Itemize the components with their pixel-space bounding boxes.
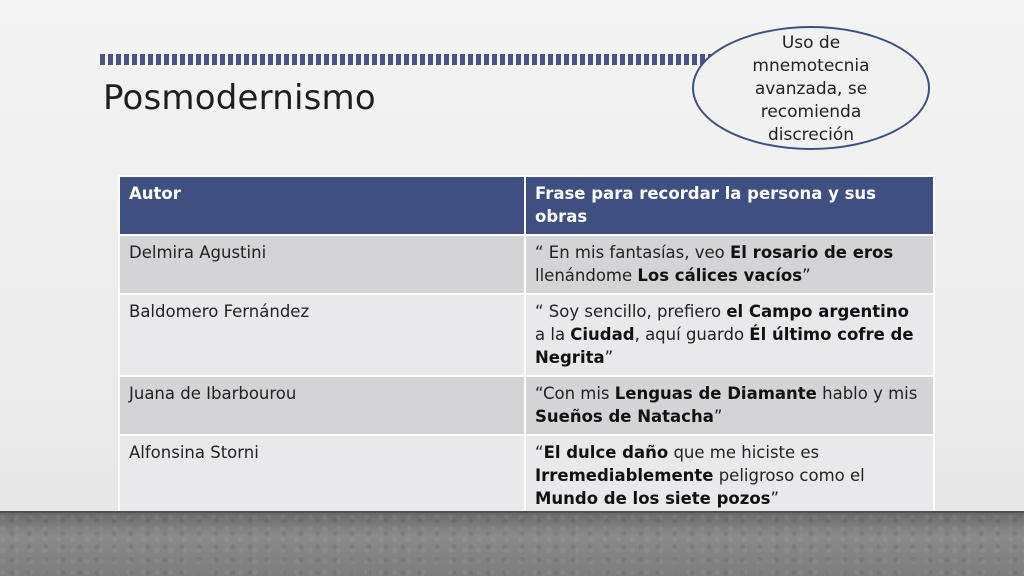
- phrase-cell: [525, 294, 934, 376]
- phrase-bold-text: Lenguas de Diamante: [614, 384, 817, 403]
- phrase-text: ”: [713, 407, 723, 426]
- table-row: [119, 376, 934, 435]
- phrase-cell: [525, 376, 934, 435]
- phrase-bold-text: el Campo argentino: [726, 302, 909, 321]
- phrase-cell: [525, 435, 934, 517]
- phrase-text: peligroso como el: [713, 466, 865, 485]
- phrase-text: “Con mis: [535, 384, 615, 403]
- decorative-dashed-bar: [100, 54, 720, 65]
- table-row: [119, 294, 934, 376]
- header-phrase: Frase para recordar la persona y sus obras: [525, 176, 934, 235]
- concrete-floor: [0, 513, 1024, 576]
- phrase-bold-text: Sueños de Natacha: [535, 407, 714, 426]
- phrase-text: ”: [770, 489, 780, 508]
- phrase-text: llenándome: [535, 266, 638, 285]
- phrase-bold-text: Mundo de los siete pozos: [535, 489, 771, 508]
- callout-ellipse: [692, 26, 930, 150]
- phrase-text: “: [535, 443, 544, 462]
- phrase-text: a la: [535, 325, 571, 344]
- phrase-text: que me hiciste es: [668, 443, 820, 462]
- phrase-text: ”: [802, 266, 811, 285]
- author-cell: Juana de Ibarbourou: [119, 376, 525, 435]
- phrase-text: ”: [604, 348, 614, 367]
- table-row: [119, 235, 934, 294]
- author-cell: Baldomero Fernández: [119, 294, 525, 376]
- phrase-text: , aquí guardo: [634, 325, 750, 344]
- phrase-text: “ Soy sencillo, prefiero: [535, 302, 727, 321]
- phrase-bold-text: Ciudad: [570, 325, 635, 344]
- table-header-row: [119, 176, 934, 235]
- authors-table: [118, 175, 935, 518]
- phrase-cell: [525, 235, 934, 294]
- phrase-bold-text: Irremediablemente: [535, 466, 714, 485]
- phrase-bold-text: El rosario de eros: [730, 243, 894, 262]
- author-cell: Alfonsina Storni: [119, 435, 525, 517]
- phrase-text: “ En mis fantasías, veo: [535, 243, 731, 262]
- phrase-bold-text: Él último cofre de Negrita: [535, 325, 914, 367]
- author-cell: Delmira Agustini: [119, 235, 525, 294]
- table-row: [119, 435, 934, 517]
- callout-text: Uso de mnemotecnia avanzada, se recomienda discreción: [752, 32, 870, 145]
- phrase-bold-text: El dulce daño: [543, 443, 669, 462]
- phrase-bold-text: Los cálices vacíos: [637, 266, 803, 285]
- phrase-text: hablo y mis: [816, 384, 918, 403]
- slide-title: Posmodernismo: [103, 78, 376, 118]
- header-author: Autor: [119, 176, 525, 235]
